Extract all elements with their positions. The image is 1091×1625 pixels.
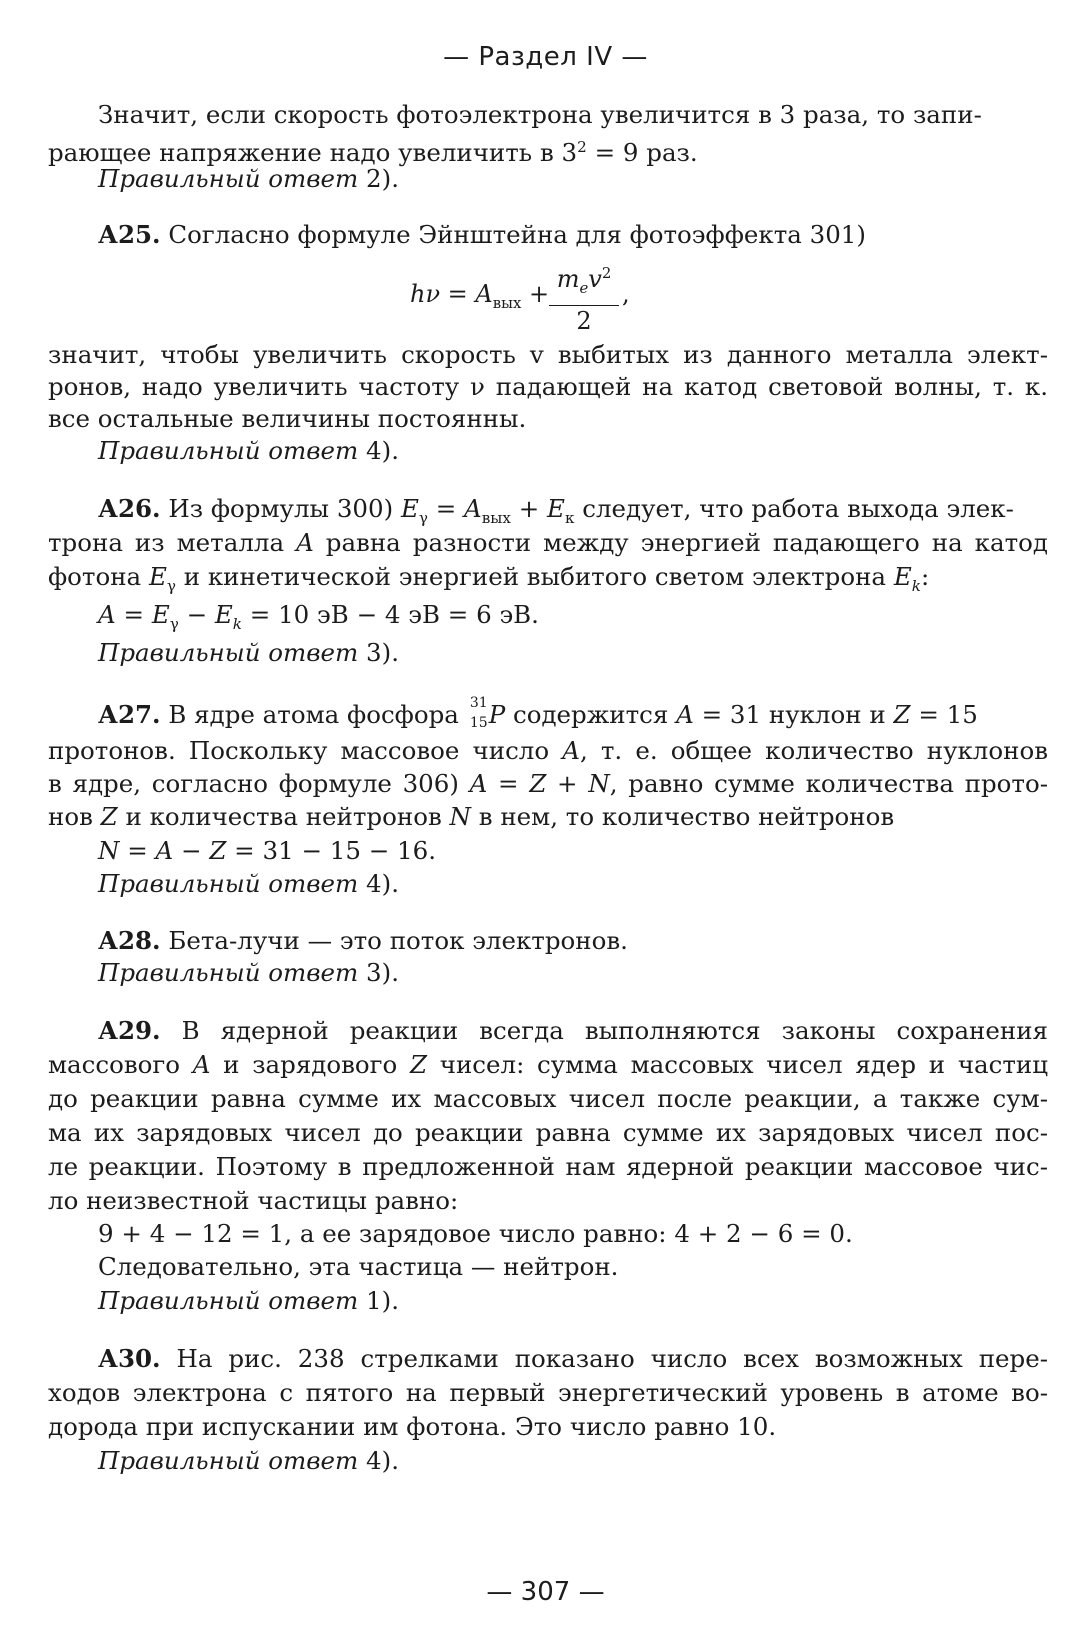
answer-label: Правильный ответ: [98, 1446, 359, 1475]
var: A: [676, 700, 694, 729]
text: все остальные величины постоянны.: [48, 404, 527, 433]
var: A: [562, 736, 580, 765]
var: E: [151, 600, 170, 629]
text: ма их зарядовых чисел до реакции равна сумме их зарядовых чисел пос-: [48, 1118, 1048, 1147]
answer-value: 3).: [358, 958, 399, 987]
a29-line-3: [48, 1082, 1048, 1116]
a28-answer: [98, 956, 1048, 990]
text: В ядерной реакции всегда выполняются законы сохранения: [160, 1016, 1048, 1045]
var: A: [296, 528, 314, 557]
a25-line-3: [48, 370, 1048, 404]
problem-label: А28.: [98, 926, 161, 955]
problem-label: А30.: [98, 1344, 161, 1373]
text: =: [487, 769, 530, 798]
text: до реакции равна сумме их массовых чисел после реакции, а также сум-: [48, 1084, 1048, 1113]
problem-label: А25.: [98, 220, 161, 249]
a30-line-2: [48, 1376, 1048, 1410]
subscript: к: [564, 508, 575, 527]
text: чисел: сумма массовых чисел ядер и частиц: [427, 1050, 1048, 1079]
text: 9 + 4 − 12 = 1, а ее зарядовое число равно: 4 + 2 − 6 = 0.: [98, 1219, 853, 1248]
text: −: [173, 836, 210, 865]
answer-value: 4).: [358, 436, 399, 465]
text: = 15: [910, 700, 978, 729]
text: рающее напряжение надо увеличить в 3: [48, 138, 578, 168]
var: A: [192, 1050, 211, 1079]
a29-line-8: [98, 1250, 1048, 1284]
text: следует, что работа выхода элек-: [574, 494, 1014, 523]
text: m: [556, 265, 580, 293]
intro-answer: [98, 162, 1048, 196]
einstein-formula: [410, 256, 670, 336]
subscript: k: [911, 576, 921, 595]
a27-answer: [98, 867, 1048, 901]
a30-line-1: [98, 1342, 1048, 1376]
answer-label: Правильный ответ: [98, 638, 359, 667]
problem-label: А29.: [98, 1016, 161, 1045]
text: :: [920, 562, 930, 591]
text: +: [546, 769, 589, 798]
text: =: [427, 494, 465, 523]
text: = 31 − 15 − 16.: [226, 836, 437, 865]
text: , т. е. общее количество нуклонов: [579, 736, 1048, 765]
var: E: [400, 494, 419, 523]
a25-line-1: [98, 218, 1048, 252]
a26-answer: [98, 636, 1048, 670]
text: ло неизвестной частицы равно:: [48, 1186, 459, 1215]
problem-label: А26.: [98, 494, 161, 523]
nuclide-notation: [467, 695, 489, 731]
subscript: вых: [492, 293, 522, 312]
text: , равно сумме количества прото-: [609, 769, 1048, 798]
text: ронов, надо увеличить частоту ν падающей на катод световой волны, т. к.: [48, 372, 1048, 401]
a25-answer: [98, 434, 1048, 468]
text: Следовательно, эта частица — нейтрон.: [98, 1252, 619, 1281]
text: и количества нейтронов: [117, 802, 450, 831]
text: v: [588, 265, 602, 293]
answer-value: 4).: [358, 869, 399, 898]
page-number: — 307 —: [486, 1577, 605, 1607]
text: нов: [48, 802, 101, 831]
text: = 9 раз.: [586, 138, 698, 168]
text: значит, чтобы увеличить скорость v выбитых из данного металла элект-: [48, 340, 1048, 369]
text: массового: [48, 1050, 193, 1079]
text: ходов электрона с пятого на первый энергетический уровень в атоме во-: [48, 1378, 1048, 1407]
a29-answer: [98, 1284, 1048, 1318]
subscript: γ: [418, 508, 428, 527]
formula-lhs: [410, 280, 549, 312]
answer-value: 3).: [358, 638, 399, 667]
subscript: вых: [481, 508, 511, 527]
var: A: [155, 836, 174, 865]
var: N: [588, 769, 610, 798]
text: ле реакции. Поэтому в предложенной нам ядерной реакции массовое чис-: [48, 1152, 1048, 1181]
a26-calc: [98, 598, 1048, 641]
superscript: 2: [577, 138, 587, 156]
running-header: — Раздел IV —: [443, 42, 648, 72]
text: hν = A: [410, 280, 493, 308]
a29-line-5: [48, 1150, 1048, 1184]
text: = 31 нуклон и: [693, 700, 894, 729]
var: E: [547, 494, 565, 523]
answer-value: 2).: [358, 164, 399, 193]
a30-line-3: [48, 1410, 1048, 1444]
var: Z: [893, 700, 911, 729]
text: и кинетической энергией выбитого светом электрона: [175, 562, 894, 591]
var: E: [214, 600, 233, 629]
a27-line-2: [48, 734, 1048, 768]
text: Бета-лучи — это поток электронов.: [160, 926, 628, 955]
var: Z: [529, 769, 547, 798]
a25-line-4: [48, 402, 1048, 436]
text: содержится: [505, 700, 677, 729]
a27-calc: [98, 834, 1048, 868]
mass-number: 31: [469, 695, 488, 711]
text: = 10 эВ − 4 эВ = 6 эВ.: [241, 600, 539, 629]
a29-line-6: [48, 1184, 1048, 1218]
var: Z: [209, 836, 227, 865]
var: Z: [410, 1050, 428, 1079]
a30-answer: [98, 1444, 1048, 1478]
subscript: k: [232, 614, 242, 633]
a26-line-2: [48, 526, 1048, 560]
var: N: [98, 836, 120, 865]
text: +: [521, 280, 550, 308]
a25-line-2: [48, 338, 1048, 372]
var: N: [449, 802, 471, 831]
fraction-denominator: 2: [576, 307, 592, 336]
a27-line-3: [48, 767, 1048, 801]
text: Из формулы 300): [160, 494, 401, 523]
text: фотона: [48, 562, 149, 591]
answer-label: Правильный ответ: [98, 164, 359, 193]
fraction-numerator: [545, 256, 623, 305]
text: протонов. Поскольку массовое число: [48, 736, 563, 765]
text: в ядре, согласно формуле 306): [48, 769, 470, 798]
text: =: [119, 836, 156, 865]
answer-label: Правильный ответ: [98, 1286, 359, 1315]
answer-value: 1).: [358, 1286, 399, 1315]
a26-line-3: [48, 560, 1048, 603]
answer-label: Правильный ответ: [98, 436, 359, 465]
formula-comma: ,: [622, 280, 630, 308]
text: =: [115, 600, 152, 629]
var: E: [148, 562, 167, 591]
subscript: e: [579, 278, 589, 297]
answer-label: Правильный ответ: [98, 869, 359, 898]
text: равна разности между энергией падающего на катод: [313, 528, 1048, 557]
answer-value: 4).: [358, 1446, 399, 1475]
text: На рис. 238 стрелками показано число всех возможных пере-: [160, 1344, 1048, 1373]
subscript: γ: [166, 576, 176, 595]
var: A: [469, 769, 488, 798]
text: Значит, если скорость фотоэлектрона увеличится в 3 раза, то запи-: [98, 100, 982, 129]
answer-label: Правильный ответ: [98, 958, 359, 987]
a29-line-2: [48, 1048, 1048, 1082]
var: A: [98, 600, 116, 629]
text: Согласно формуле Эйнштейна для фотоэффекта 301): [160, 220, 866, 249]
intro-line-1: [98, 98, 1048, 132]
a27-line-1: [98, 695, 1048, 732]
text: дорода при испускании им фотона. Это число равно 10.: [48, 1412, 777, 1441]
var: Z: [100, 802, 118, 831]
a28-line-1: [98, 924, 1048, 958]
atomic-number: 15: [469, 715, 488, 731]
a29-line-7: [98, 1217, 1048, 1251]
text: в нем, то количество нейтронов: [470, 802, 895, 831]
var: A: [464, 494, 482, 523]
a29-line-1: [98, 1014, 1048, 1048]
a27-line-4: [48, 800, 1048, 834]
element-symbol: P: [488, 700, 506, 729]
superscript: 2: [601, 264, 612, 282]
text: −: [178, 600, 215, 629]
text: +: [510, 494, 548, 523]
var: E: [893, 562, 912, 591]
text: и зарядового: [210, 1050, 410, 1079]
problem-label: А27.: [98, 700, 161, 729]
a29-line-4: [48, 1116, 1048, 1150]
text: В ядре атома фосфора: [160, 700, 467, 729]
subscript: γ: [169, 614, 179, 633]
formula-fraction: [545, 256, 623, 336]
text: трона из металла: [48, 528, 297, 557]
